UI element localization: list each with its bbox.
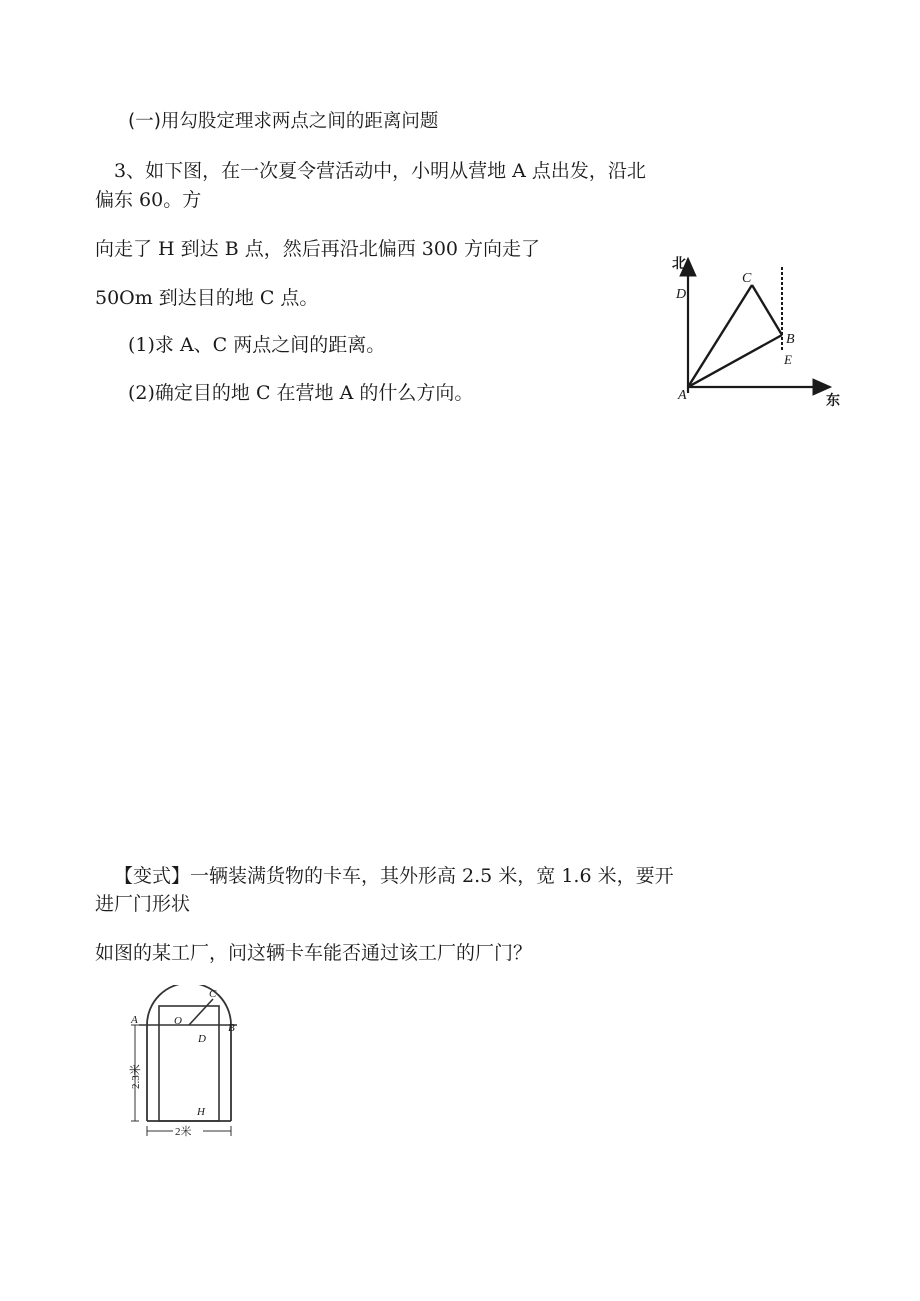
problem-3-line-4: 50Om 到达目的地 C 点。: [95, 287, 319, 309]
section-heading: (一)用勾股定理求两点之间的距离问题: [128, 111, 439, 132]
problem-3-line-1: 3、如下图，在一次夏令营活动中，小明从营地 A 点出发，沿北: [114, 160, 646, 182]
label-b: B: [228, 1022, 235, 1034]
height-label: 2.3米: [130, 1064, 142, 1089]
width-label: 2米: [175, 1126, 192, 1138]
label-a: A: [678, 388, 687, 403]
factory-gate-diagram: [125, 985, 250, 1140]
variant-line-1: 【变式】一辆装满货物的卡车，其外形高 2.5 米，宽 1.6 米，要开: [114, 865, 674, 887]
label-a: A: [131, 1014, 138, 1026]
radius-oc: [189, 999, 213, 1025]
bearing-diagram: [660, 245, 850, 410]
segment-ac: [688, 285, 752, 387]
east-label: 东: [826, 393, 840, 409]
question-2: (2)确定目的地 C 在营地 A 的什么方向。: [128, 382, 474, 404]
segment-ab: [688, 335, 782, 387]
question-1: (1)求 A、C 两点之间的距离。: [128, 334, 386, 356]
problem-3-line-2: 偏东 60。方: [95, 189, 202, 211]
truck-outline: [159, 1006, 219, 1121]
label-b: B: [786, 332, 795, 347]
variant-line-3: 如图的某工厂，问这辆卡车能否通过该工厂的厂门？: [95, 942, 533, 964]
label-h: H: [197, 1106, 205, 1118]
label-d: D: [198, 1033, 206, 1045]
label-c: C: [209, 988, 217, 1000]
label-o: O: [174, 1015, 182, 1027]
segment-cb: [752, 285, 782, 335]
north-label: 北: [672, 256, 686, 272]
label-e: E: [784, 352, 792, 367]
variant-line-2: 进厂门形状: [95, 893, 191, 915]
label-d: D: [676, 287, 687, 302]
label-c: C: [742, 271, 752, 286]
problem-3-line-3: 向走了 H 到达 B 点，然后再沿北偏西 300 方向走了: [95, 238, 541, 260]
